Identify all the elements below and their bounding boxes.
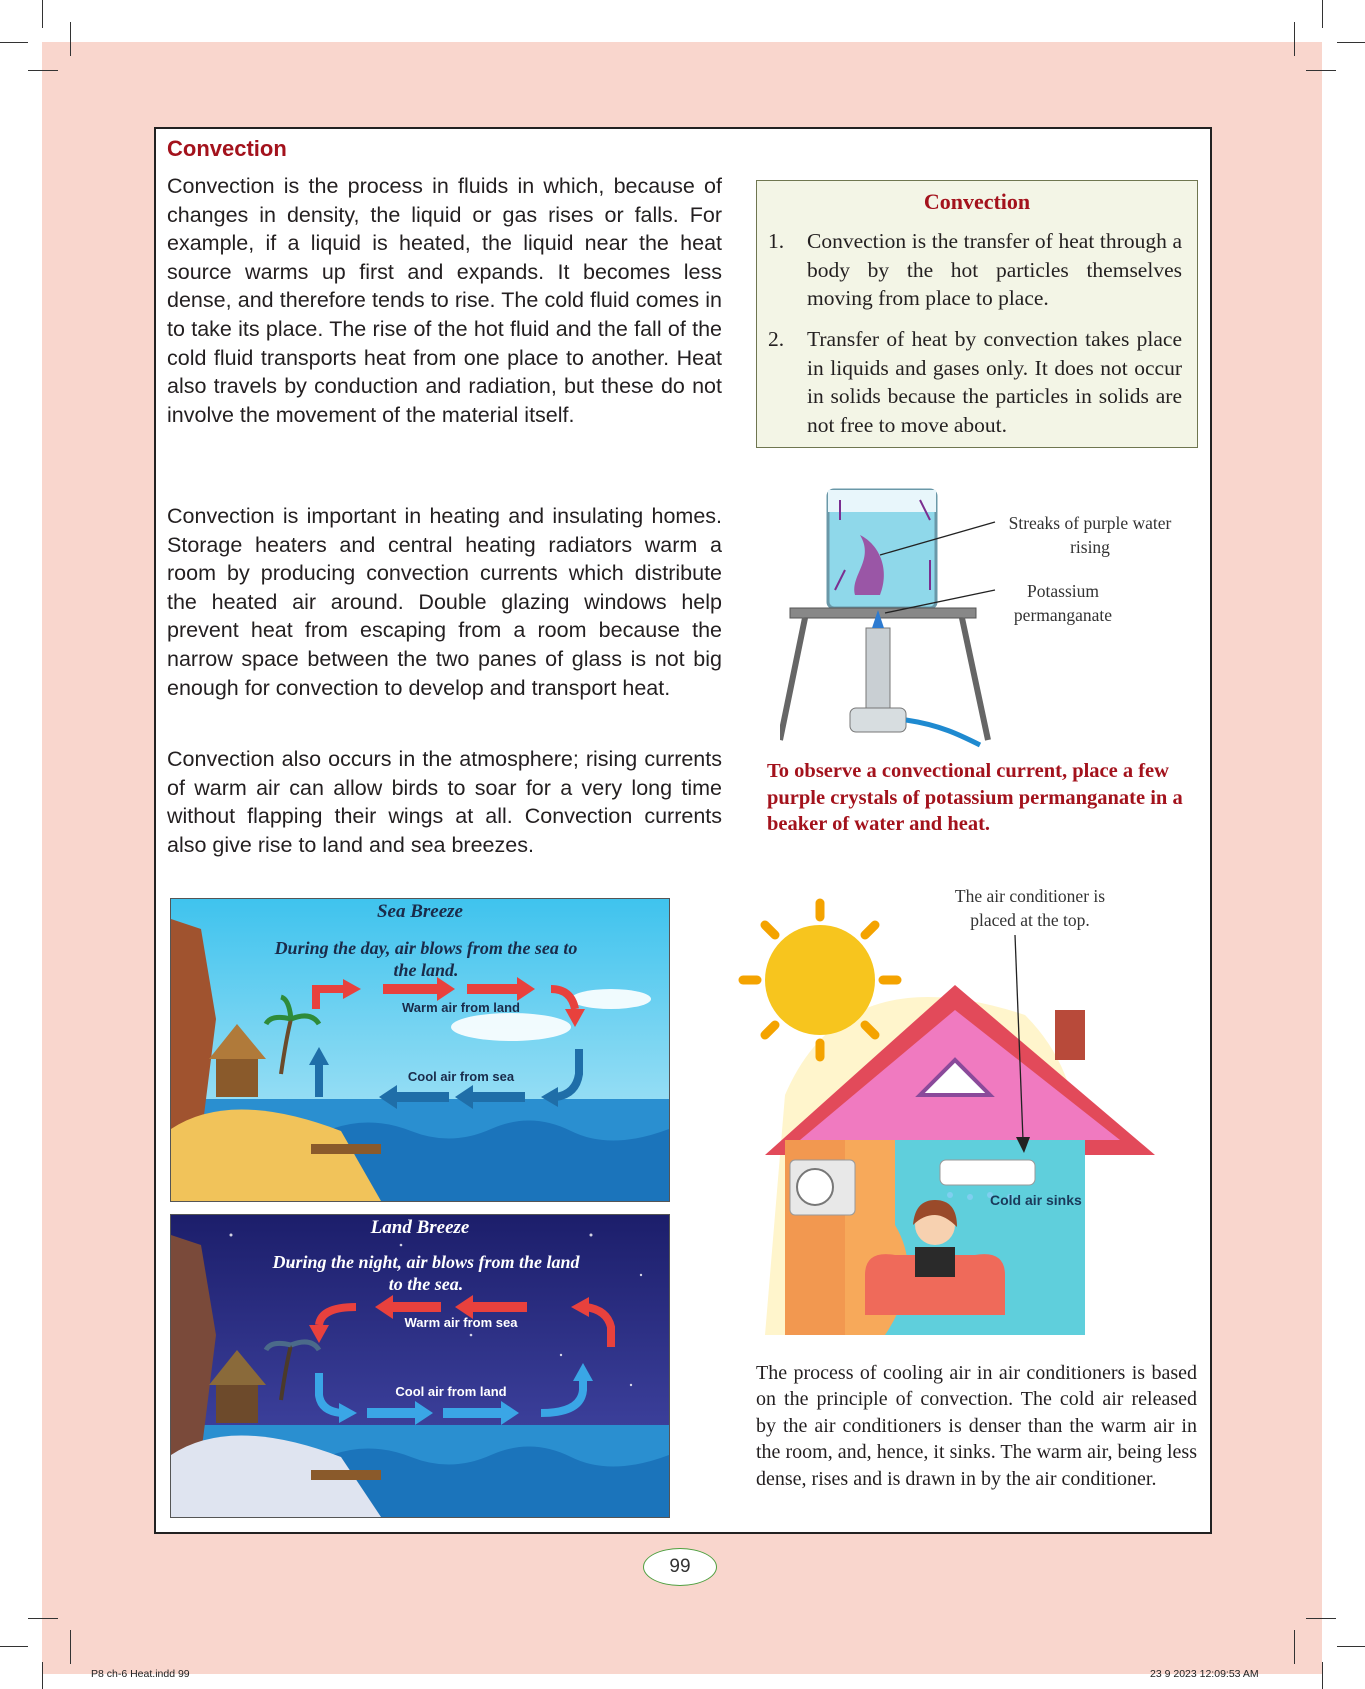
section-heading: Convection — [167, 136, 287, 161]
summary-item-number: 2. — [768, 327, 785, 351]
crop-mark — [1337, 1646, 1365, 1647]
land-breeze-panel — [170, 1214, 670, 1518]
beaker-label-streaks: Streaks of purple water rising — [1008, 513, 1172, 557]
beaker-pointer-lines — [860, 510, 1000, 620]
crop-mark — [28, 1618, 58, 1619]
crop-mark — [70, 1630, 71, 1664]
summary-item-text: Convection is the transfer of heat through a body by the hot particles themselves moving from place to place. — [807, 229, 1182, 310]
crop-mark — [1337, 42, 1365, 43]
crop-mark — [42, 0, 43, 28]
crop-mark — [1322, 1662, 1323, 1689]
ac-paragraph: The process of cooling air in air conditioners is based on the principle of convection. The cold air released by the air conditioners is denser than the warm air in the room, and, hence, it sinks. The warm air, being less dense, rises and is drawn in by the air conditioner. — [756, 1362, 1197, 1490]
crop-mark — [70, 22, 71, 56]
crop-mark — [0, 1646, 28, 1647]
summary-item-number: 1. — [768, 229, 785, 253]
sea-breeze-panel — [170, 898, 670, 1202]
crop-mark — [42, 1662, 43, 1689]
sea-breeze-subtitle: During the day, air blows from the sea to the land. — [274, 938, 578, 980]
crop-mark — [1294, 1630, 1295, 1664]
sea-breeze-title: Sea Breeze — [376, 901, 463, 922]
crop-mark — [1294, 22, 1295, 56]
slug-right: 23 9 2023 12:09:53 AM — [1150, 1668, 1259, 1680]
sun-icon — [743, 903, 897, 1057]
land-breeze-cool-label: Cool air from land — [395, 1384, 507, 1399]
crop-mark — [0, 42, 28, 43]
cold-air-sinks-label: Cold air sinks — [990, 1192, 1082, 1208]
summary-box-title: Convection — [923, 189, 1031, 214]
ac-house-illustration — [725, 895, 1165, 1345]
land-breeze-subtitle: During the night, air blows from the land to the sea. — [272, 1252, 580, 1294]
crop-mark — [1306, 70, 1336, 71]
ac-pointer-line — [1010, 935, 1030, 1155]
paragraph-3: Convection also occurs in the atmosphere; rising currents of warm air can allow birds to soar for a very long time without flapping their wings at all. Convection currents also give rise to land and sea breezes. — [167, 747, 722, 857]
land-breeze-warm-label: Warm air from sea — [404, 1315, 518, 1330]
beaker-label-potassium: Potassium permanganate — [1013, 581, 1113, 625]
sea-breeze-cool-label: Cool air from sea — [407, 1069, 515, 1084]
beaker-caption: To observe a convectional current, place a few purple crystals of potassium permanganate in a beaker of water and heat. — [767, 760, 1183, 835]
paragraph-2: Convection is important in heating and insulating homes. Storage heaters and central heating radiators warm a room by producing convection currents which distribute the heated air around. Double glazing windows help prevent heat from escaping from a room because the narrow space between the two panes of glass is not big enough for convection to develop and transport heat. — [167, 504, 722, 700]
page-number: 99 — [643, 1548, 717, 1586]
crop-mark — [28, 70, 58, 71]
crop-mark — [1306, 1618, 1336, 1619]
slug-left: P8 ch-6 Heat.indd 99 — [91, 1668, 190, 1680]
paragraph-1: Convection is the process in fluids in which, because of changes in density, the liquid or gas rises or falls. For example, if a liquid is heated, the liquid near the heat source warms up first and expands. It becomes less dense, and therefore tends to rise. The cold fluid comes in to take its place. The rise of the hot fluid and the fall of the cold fluid transports heat from one place to another. Heat also travels by conduction and radiation, but these do not involve the movement of the material itself. — [167, 174, 722, 427]
summary-box — [756, 180, 1198, 448]
crop-mark — [1322, 0, 1323, 28]
summary-item — [768, 227, 1182, 313]
ac-label: The air conditioner is placed at the top. — [954, 886, 1106, 930]
sea-breeze-warm-label: Warm air from land — [402, 1000, 520, 1015]
summary-item-text: Transfer of heat by convection takes place in liquids and gases only. It does not occur in solids because the particles in solids are not free to move about. — [807, 327, 1182, 437]
land-breeze-title: Land Breeze — [370, 1217, 470, 1238]
summary-item — [768, 325, 1182, 439]
